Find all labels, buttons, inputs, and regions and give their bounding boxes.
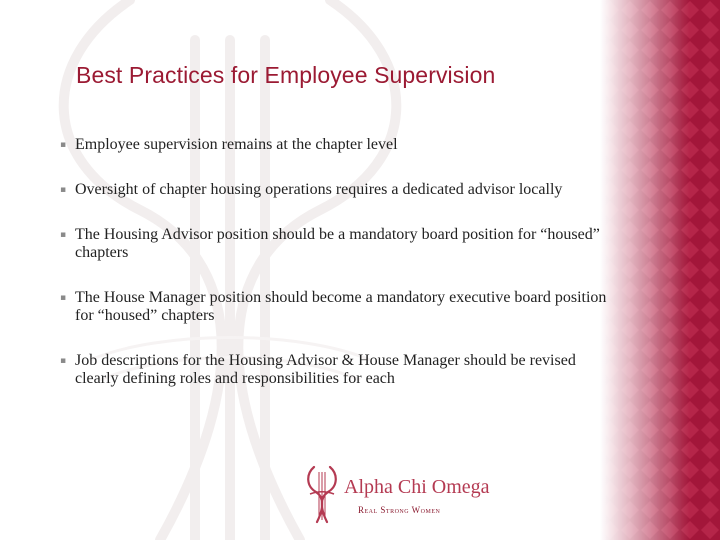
bullet-text: Oversight of chapter housing operations requires a dedicated advisor locally bbox=[75, 181, 563, 198]
square-bullet-icon: ▪ bbox=[60, 230, 67, 240]
bullet-item bbox=[60, 136, 620, 154]
bullet-item bbox=[60, 352, 620, 388]
bullet-item bbox=[60, 181, 620, 199]
square-bullet-icon: ▪ bbox=[60, 356, 67, 366]
bullet-text: The House Manager position should become a mandatory executive board position for “housed” chapters bbox=[75, 289, 607, 324]
square-bullet-icon: ▪ bbox=[60, 293, 67, 303]
bullet-text: The Housing Advisor position should be a mandatory board position for “housed” chapters bbox=[75, 226, 600, 261]
bullet-text: Job descriptions for the Housing Advisor & House Manager should be revised clearly defining roles and responsibilities for each bbox=[75, 352, 576, 387]
lyre-icon bbox=[304, 464, 340, 526]
logo-tagline: Real Strong Women bbox=[358, 505, 441, 515]
slide-title: Best Practices for Employee Supervision bbox=[76, 62, 496, 88]
bullet-item bbox=[60, 289, 620, 325]
square-bullet-icon: ▪ bbox=[60, 140, 67, 150]
logo-name: Alpha Chi Omega bbox=[344, 476, 490, 498]
bullet-list bbox=[60, 136, 620, 415]
bullet-item bbox=[60, 226, 620, 262]
square-bullet-icon: ▪ bbox=[60, 185, 67, 195]
alpha-chi-omega-logo bbox=[304, 464, 490, 528]
bullet-text: Employee supervision remains at the chapter level bbox=[75, 136, 398, 153]
